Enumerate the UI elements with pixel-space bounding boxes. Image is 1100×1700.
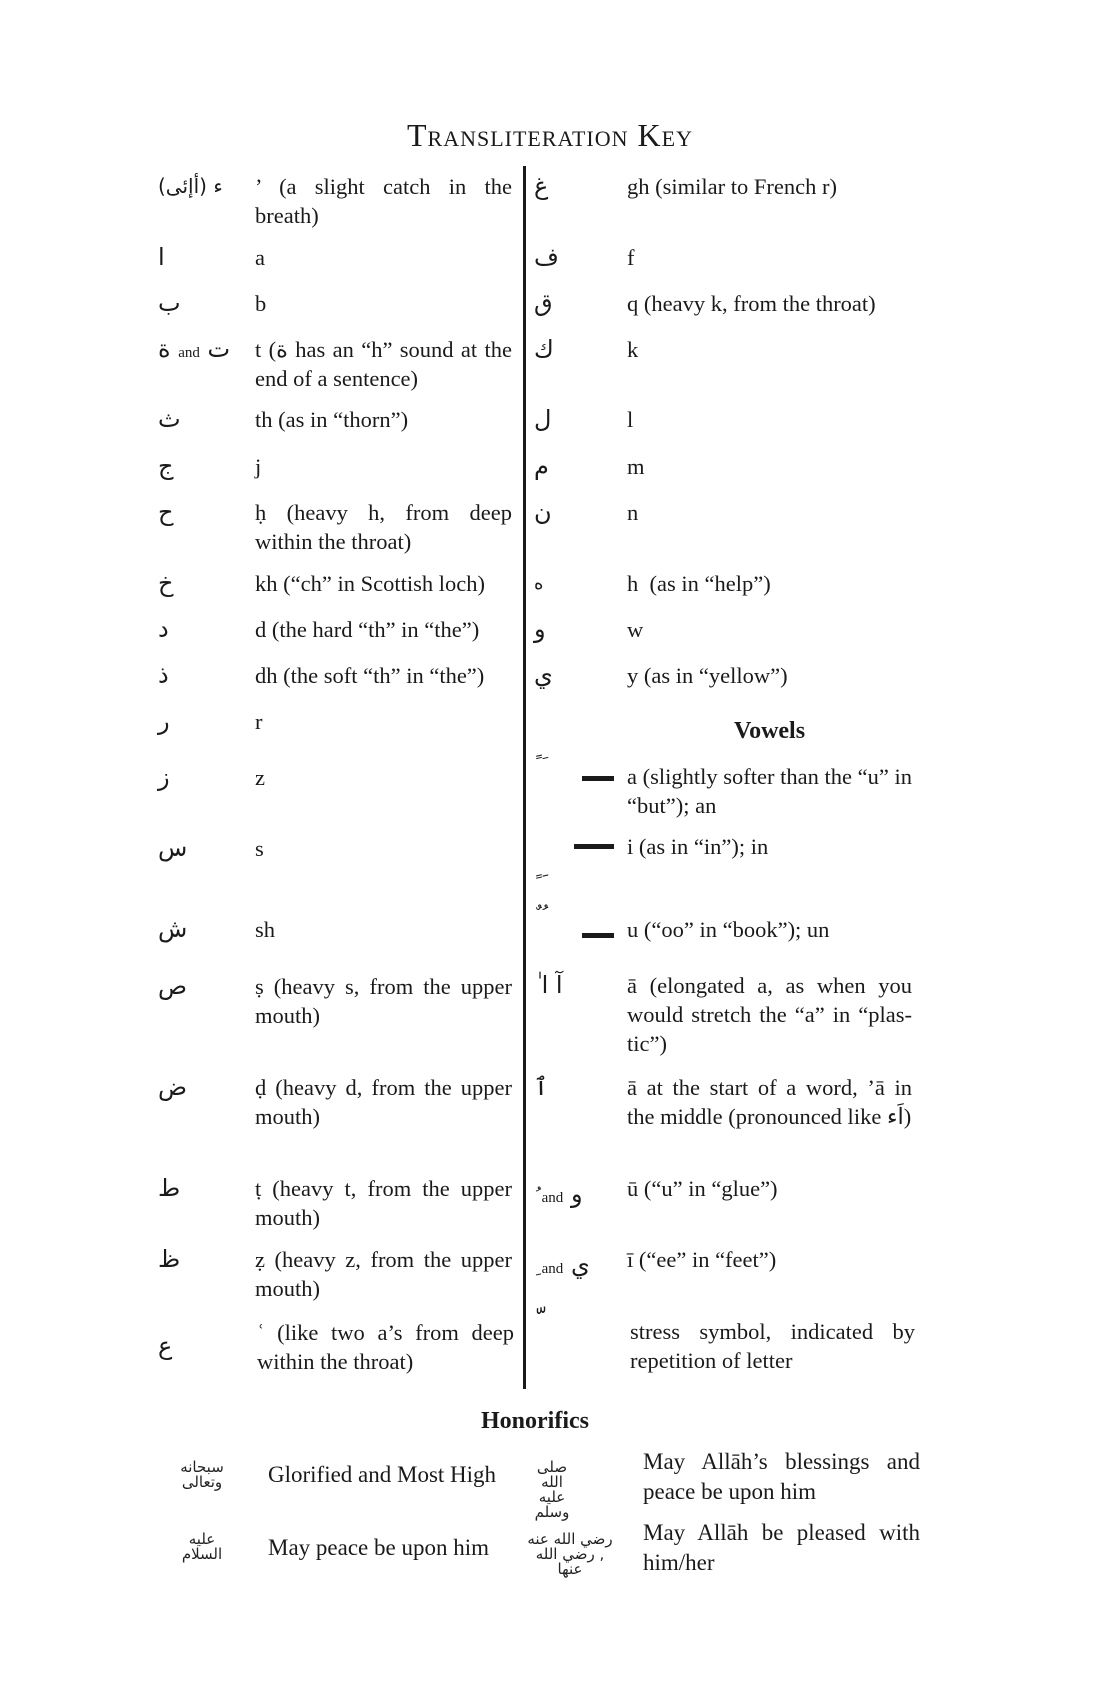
transliteration: ṣ (heavy s, from the upper mouth)	[255, 974, 512, 1028]
honorific-meaning: May Allāh be pleased with him/her	[643, 1520, 920, 1575]
transliteration: th (as in “thorn”)	[255, 407, 409, 432]
and-label: and	[541, 1261, 564, 1277]
kasra-glyph: ِ ٍ	[534, 855, 541, 879]
arabic-letter: ع	[158, 1332, 173, 1360]
honorific-meaning: May peace be upon him	[268, 1535, 489, 1560]
transliteration: ḥ (heavy h, from deep within the throat)	[255, 500, 512, 554]
arabic-letter: ح	[158, 498, 174, 526]
arabic-letter: ء (أإئى)	[158, 174, 223, 198]
page-title: Transliteration Key	[407, 117, 693, 154]
transliteration: i (as in “in”); in	[627, 834, 769, 859]
arabic-letter: ب	[158, 289, 181, 317]
transliteration: a (slightly softer than the “u” in “but”); an	[627, 764, 912, 818]
transliteration: a	[255, 245, 265, 270]
transliteration: ḍ (heavy d, from the upper mouth)	[255, 1075, 512, 1129]
transliteration: ṭ (heavy t, from the upper mouth)	[255, 1176, 512, 1230]
arabic-letter: غ	[534, 172, 549, 200]
arabic-letter: ث	[158, 405, 181, 433]
transliteration: b	[255, 291, 267, 316]
column-divider	[523, 166, 526, 1389]
arabic-letter: م	[534, 452, 549, 480]
baseline-bar	[582, 933, 614, 938]
arabic-letter: ق	[534, 289, 553, 317]
arabic-letter-pair	[534, 1251, 614, 1284]
arabic-letter: ا	[158, 243, 165, 271]
baseline-bar	[582, 776, 614, 781]
baseline-bar	[574, 844, 614, 849]
arabic-letter: و	[570, 1180, 583, 1208]
transliteration: kh (“ch” in Scottish loch)	[255, 571, 485, 596]
arabic-letter: ن	[534, 498, 552, 526]
transliteration: s	[255, 836, 264, 861]
arabic-letter: ٱ	[534, 1073, 549, 1101]
and-label: and	[178, 345, 200, 361]
transliteration: y (as in “yellow”)	[627, 663, 788, 688]
arabic-letter: ت	[207, 335, 231, 363]
transliteration: ’ (a slight catch in the breath)	[255, 174, 512, 228]
arabic-letter: خ	[158, 569, 174, 597]
arabic-letter: آ ا ٰ	[534, 971, 563, 999]
arabic-letter: ي	[570, 1251, 590, 1279]
arabic-letter: ف	[534, 243, 559, 271]
transliteration: sh	[255, 917, 276, 942]
honorific-glyph-subhanahu: سبحانه وتعالى	[180, 1458, 224, 1491]
arabic-letter: ر	[158, 707, 170, 735]
honorifics-heading: Honorifics	[481, 1408, 589, 1434]
fatha-glyph: َ ً	[534, 752, 541, 776]
honorific-glyph-radiyallahu: رضي الله عنه , رضي الله عنها	[527, 1530, 613, 1578]
transliteration: w	[627, 617, 644, 642]
arabic-letter: ص	[158, 972, 188, 1000]
transliteration: stress symbol, indicated by repetition of letter	[630, 1319, 915, 1373]
transliteration: ʿ (like two a’s from deep within the throat)	[257, 1320, 514, 1374]
transliteration: ẓ (heavy z, from the upper mouth)	[255, 1247, 512, 1301]
transliteration: r	[255, 709, 263, 734]
transliteration: gh (similar to French r)	[627, 174, 837, 199]
arabic-letter: ش	[158, 915, 188, 943]
arabic-letter: ض	[158, 1073, 188, 1101]
damma-glyph: ُ ٌ	[534, 903, 541, 927]
arabic-letter-pair	[534, 1180, 614, 1213]
transliteration: t (ة has an “h” sound at the end of a sentence)	[255, 337, 512, 391]
transliteration: ā (elongated a, as when you would stretch the “a” in “plas-tic”)	[627, 973, 912, 1056]
arabic-letter: ة	[158, 335, 171, 363]
vowel-mark	[534, 752, 614, 781]
arabic-letter-pair	[158, 335, 234, 368]
transliteration: dh (the soft “th” in “the”)	[255, 663, 485, 688]
honorific-glyph-alayhis-salam: عليه السلام	[181, 1530, 223, 1563]
arabic-letter: و	[534, 615, 546, 643]
transliteration: ū (“u” in “glue”)	[627, 1176, 778, 1201]
transliteration: h (as in “help”)	[627, 571, 771, 596]
arabic-letter: ه	[534, 573, 544, 594]
arabic-letter: ي	[534, 661, 553, 689]
transliteration: ā at the start of a word, ’ā in the middle (pronounced like اَء)	[627, 1075, 912, 1129]
transliteration: l	[627, 407, 634, 432]
arabic-letter: ك	[534, 335, 554, 363]
vowels-heading: Vowels	[733, 718, 806, 744]
arabic-letter: ذ	[158, 661, 169, 689]
shadda-glyph	[534, 1307, 614, 1336]
transliteration: q (heavy k, from the throat)	[627, 291, 876, 316]
transliteration: j	[255, 454, 262, 479]
arabic-letter: ج	[158, 452, 174, 480]
arabic-letter: ط	[158, 1174, 181, 1202]
honorific-meaning: May Allāh’s blessings and peace be upon him	[643, 1449, 920, 1504]
arabic-letter: ز	[158, 763, 170, 791]
vowel-mark	[534, 844, 614, 879]
honorific-glyph-salla: صلى الله عليه وسلم	[534, 1458, 570, 1521]
transliteration: n	[627, 500, 639, 525]
transliteration: f	[627, 245, 635, 270]
arabic-letter: د	[158, 615, 169, 643]
transliteration: k	[627, 337, 639, 362]
arabic-letter: ل	[534, 405, 552, 433]
transliteration: ī (“ee” in “feet”)	[627, 1247, 777, 1272]
vowel-mark	[534, 903, 614, 938]
arabic-letter: س	[158, 834, 188, 862]
transliteration: u (“oo” in “book”); un	[627, 917, 830, 942]
honorific-meaning: Glorified and Most High	[268, 1462, 497, 1487]
transliteration: z	[255, 765, 265, 790]
arabic-letter: ظ	[158, 1245, 181, 1273]
transliteration: d (the hard “th” in “the”)	[255, 617, 480, 642]
and-label: and	[541, 1190, 564, 1206]
transliteration: m	[627, 454, 645, 479]
